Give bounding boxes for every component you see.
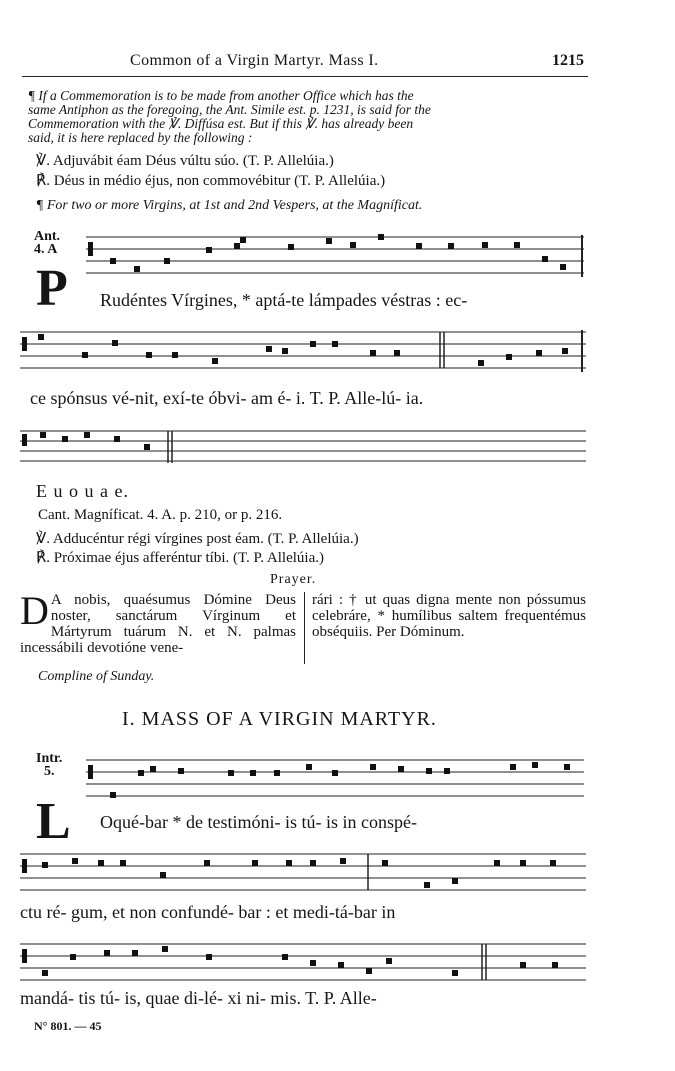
introit-label-text: Intr. <box>36 751 63 766</box>
introit-mode: 5. <box>44 764 55 779</box>
response: ℟. Déus in médio éjus, non commovébitur (T. P. Allelúia.) <box>36 173 386 189</box>
prayer-heading: Prayer. <box>270 572 317 587</box>
rubric-vespers: ¶ For two or more Virgins, at 1st and 2nd Vespers, at the Magníficat. <box>36 198 423 213</box>
euouae: E u o u a e. <box>36 481 129 501</box>
antiphon-initial: P <box>36 260 68 317</box>
antiphon-label <box>34 230 60 256</box>
rubric-commemoration <box>28 89 588 145</box>
versicle: ℣. Adducéntur régi vírgines post éam. (T. P. Allelúia.) <box>36 531 359 547</box>
prayer-left-column <box>20 588 296 656</box>
page-number: 1215 <box>552 52 584 69</box>
staff-lines <box>20 940 588 988</box>
introit-lyrics: mandá- tis tú- is, quae di-lé- xi ni- mis. T. P. Alle- <box>20 988 377 1008</box>
rubric-line: same Antiphon as the foregoing, the Ant. Simile est. p. 1231, is said for the <box>28 102 431 117</box>
staff-lines <box>20 850 588 898</box>
introit-initial: L <box>36 793 71 850</box>
footer-signature: N° 801. — 45 <box>34 1019 102 1033</box>
staff-lines <box>20 427 588 471</box>
introit-lyrics: Oqué-bar * de testimóni- is tú- is in conspé- <box>100 812 417 832</box>
column-divider <box>304 592 305 664</box>
prayer-dropcap: D <box>20 588 49 633</box>
canticle-reference: Cant. Magníficat. 4. A. p. 210, or p. 216. <box>38 507 283 523</box>
versicle: ℣. Adjuvábit éam Déus vúltu súo. (T. P. Allelúia.) <box>36 153 334 169</box>
chant-staff <box>20 940 588 988</box>
staff-lines <box>20 328 588 376</box>
chant-staff <box>86 756 586 804</box>
chant-staff <box>20 427 588 471</box>
header-rule <box>22 76 588 77</box>
antiphon-mode: 4. A <box>34 242 58 257</box>
staff-lines <box>86 233 586 281</box>
introit-lyrics: ctu ré- gum, et non confundé- bar : et medi-tá-bar in <box>20 902 396 922</box>
compline-rubric: Compline of Sunday. <box>38 669 155 684</box>
running-title: Common of a Virgin Martyr. Mass I. <box>130 52 379 69</box>
prayer-text: A nobis, quaésumus Dómine Deus noster, sanctárum Vírginum et Mártyrum tuárum N. et N. palmas incessábili devotióne vene- <box>20 592 296 656</box>
chant-staff <box>86 233 586 281</box>
rubric-line: said, it is here replaced by the following : <box>28 130 253 145</box>
mass-title: I. MASS OF A VIRGIN MARTYR. <box>122 708 437 730</box>
chant-staff <box>20 328 588 376</box>
rubric-line: ¶ If a Commemoration is to be made from another Office which has the <box>28 88 414 103</box>
prayer-right-column: rári : † ut quas digna mente non póssumus celebráre, * humílibus saltem frequentémus obséquiis. Per Dóminum. <box>312 592 586 640</box>
antiphon-label-ant: Ant. <box>34 229 61 244</box>
staff-lines <box>86 756 586 804</box>
antiphon-lyrics: Rudéntes Vírgines, * aptá-te lámpades véstras : ec- <box>100 290 468 310</box>
page-header <box>22 48 590 70</box>
introit-label <box>36 752 62 778</box>
rubric-line: Commemoration with the ℣. Diffúsa est. But if this ℣. has already been <box>28 116 414 131</box>
antiphon-lyrics: ce spónsus vé-nit, exí-te óbvi- am é- i. T. P. Alle-lú- ia. <box>30 388 424 408</box>
response: ℟. Próximae éjus afferéntur tíbi. (T. P. Allelúia.) <box>36 550 324 566</box>
chant-staff <box>20 850 588 898</box>
